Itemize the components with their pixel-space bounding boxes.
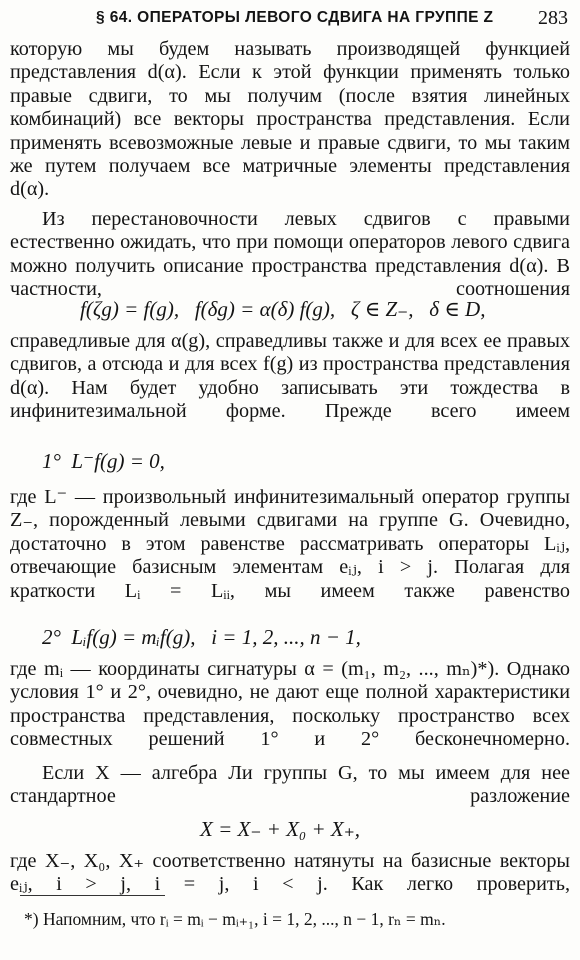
page-number: 283 — [538, 7, 568, 29]
formula-condition-1: 1° L⁻f(g) = 0, — [42, 449, 165, 473]
paragraph-7: где X₋, X₀, X₊ соответственно натянуты на базисные векторы eᵢⱼ, i > j, i = j, i < j. Как легко проверить, — [10, 850, 570, 896]
paragraph-4: где L⁻ — произвольный инфинитезимальный оператор группы Z₋, порожденный левыми сдвигами на группе G. Очевидно, достаточно в этом равенстве рассматривать операторы Lᵢⱼ, отвечающие базисным элементам eᵢⱼ, i > j. Полагая для краткости Lᵢ = Lᵢᵢ, мы имеем также равенство — [10, 486, 570, 602]
paragraph-2: Из перестановочности левых сдвигов с правыми естественно ожидать, что при помощи операторов левого сдвига можно получить описание пространства представления d(α). В частности, соотношения — [10, 208, 570, 301]
footnote: *) Напомним, что rᵢ = mᵢ − mᵢ₊₁, i = 1, 2, ..., n − 1, rₙ = mₙ. — [24, 909, 446, 929]
formula-standard-decomposition: X = X₋ + X₀ + X₊, — [200, 817, 361, 841]
footnote-divider — [20, 895, 165, 896]
paragraph-1: которую мы будем называть производящей функцией представления d(α). Если к этой функции применять только правые сдвиги, то мы получим (после взятия линейных комбинаций) все векторы пространства представления. Если применять всевозможные левые и правые сдвиги, то мы таким же путем получаем все матричные элементы представления d(α). — [10, 38, 570, 201]
paragraph-6: Если X — алгебра Ли группы G, то мы имеем для нее стандартное разложение — [10, 762, 570, 808]
formula-left-shift-relations: f(ζg) = f(g), f(δg) = α(δ) f(g), ζ ∈ Z₋, δ ∈ D, — [80, 297, 486, 321]
paragraph-3: справедливые для α(g), справедливы также и для всех ее правых сдвигов, а отсюда и для всех f(g) из пространства представления d(α). Нам будет удобно записывать эти тождества в инфинитезимальной форме. Прежде всего имеем — [10, 330, 570, 423]
running-head: § 64. ОПЕРАТОРЫ ЛЕВОГО СДВИГА НА ГРУППЕ Z — [96, 9, 494, 26]
formula-condition-2: 2° Lᵢf(g) = mᵢf(g), i = 1, 2, ..., n − 1, — [42, 625, 361, 649]
paragraph-5: где mᵢ — координаты сигнатуры α = (m₁, m₂, ..., mₙ)*). Однако условия 1° и 2°, очевидно, не дают еще полной характеристики пространства представления, поскольку пространство всех совместных решений 1° и 2° бесконечномерно. — [10, 658, 570, 751]
page-header — [0, 6, 580, 30]
